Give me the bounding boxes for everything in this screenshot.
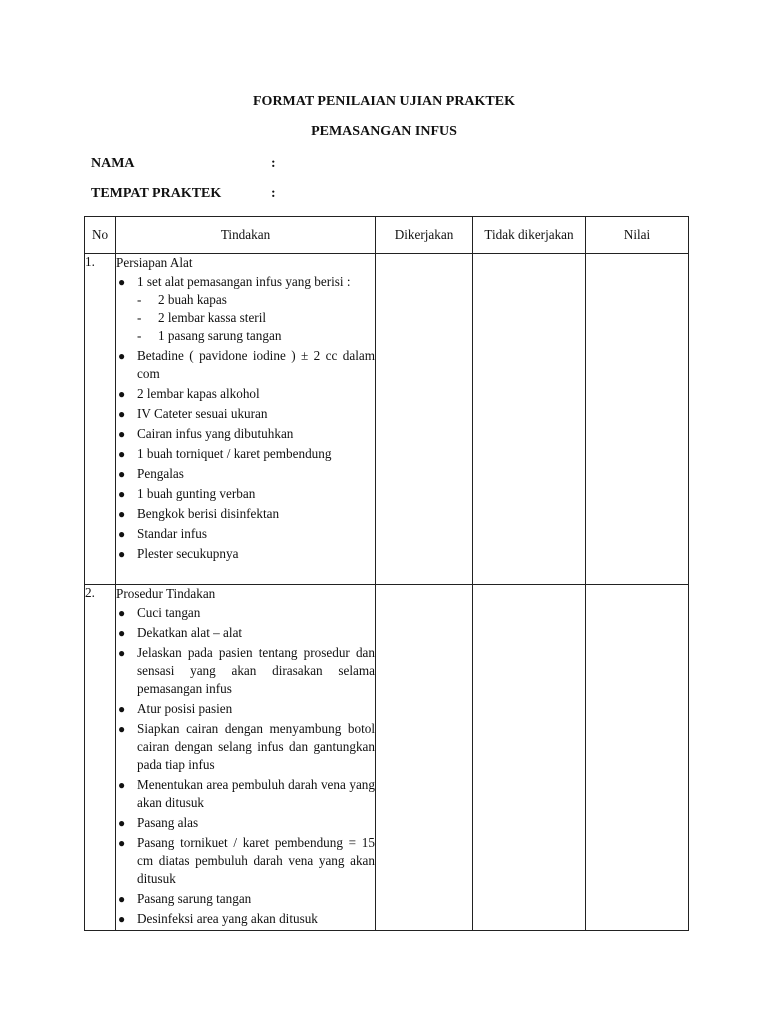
list-item: [116, 545, 375, 563]
bullet-icon: ●: [118, 646, 126, 660]
item-text: 2 lembar kapas alkohol: [137, 386, 260, 401]
section-heading: Persiapan Alat: [116, 255, 193, 270]
tidak-dikerjakan-cell: [473, 585, 586, 931]
sub-list-item: [137, 309, 375, 327]
item-text: Cairan infus yang dibutuhkan: [137, 426, 294, 441]
list-item: [116, 834, 375, 888]
dash-icon: -: [137, 292, 142, 307]
list-item: [116, 273, 375, 345]
document-title: FORMAT PENILAIAN UJIAN PRAKTEK: [253, 94, 515, 109]
document-subtitle: PEMASANGAN INFUS: [311, 124, 457, 139]
dikerjakan-cell: [376, 585, 473, 931]
item-text: IV Cateter sesuai ukuran: [137, 406, 268, 421]
item-text: Bengkok berisi disinfektan: [137, 506, 280, 521]
table-header-row: [85, 217, 689, 254]
row-number: 1.: [85, 254, 116, 585]
item-text: Cuci tangan: [137, 605, 201, 620]
field-nama-label: NAMA: [91, 156, 135, 171]
sub-list: [137, 291, 375, 345]
list-item: [116, 624, 375, 642]
nilai-cell: [586, 585, 689, 931]
item-text: Dekatkan alat – alat: [137, 625, 243, 640]
section-heading: Prosedur Tindakan: [116, 586, 216, 601]
bullet-icon: ●: [118, 387, 126, 401]
list-item: [116, 485, 375, 503]
bullet-icon: ●: [118, 349, 126, 363]
item-text: Desinfeksi area yang akan ditusuk: [137, 911, 318, 926]
bullet-icon: ●: [118, 816, 126, 830]
bullet-icon: ●: [118, 447, 126, 461]
list-item: [116, 776, 375, 812]
bullet-icon: ●: [118, 722, 126, 736]
item-text: 1 set alat pemasangan infus yang berisi :: [137, 274, 351, 289]
header-dikerjakan: Dikerjakan: [376, 217, 473, 254]
table-row: [85, 254, 689, 585]
item-list: [116, 604, 375, 928]
bullet-icon: ●: [118, 467, 126, 481]
header-nilai: Nilai: [586, 217, 689, 254]
dikerjakan-cell: [376, 254, 473, 585]
sub-list-item: [137, 327, 375, 345]
item-text: Pasang alas: [137, 815, 199, 830]
bullet-icon: ●: [118, 407, 126, 421]
dash-icon: -: [137, 328, 142, 343]
bullet-icon: ●: [118, 507, 126, 521]
item-list: [116, 273, 375, 563]
bullet-icon: ●: [118, 547, 126, 561]
tindakan-cell: [116, 254, 376, 585]
bullet-icon: ●: [118, 606, 126, 620]
bullet-icon: ●: [118, 275, 126, 289]
item-text: Standar infus: [137, 526, 207, 541]
field-tempat-praktek-colon: :: [271, 186, 276, 201]
list-item: [116, 525, 375, 543]
list-item: [116, 700, 375, 718]
tidak-dikerjakan-cell: [473, 254, 586, 585]
header-tidak-dikerjakan: Tidak dikerjakan: [473, 217, 586, 254]
row-number: 2.: [85, 585, 116, 931]
header-tindakan: Tindakan: [116, 217, 376, 254]
bullet-icon: ●: [118, 912, 126, 926]
list-item: [116, 814, 375, 832]
item-text: 1 buah gunting verban: [137, 486, 256, 501]
item-text: Jelaskan pada pasien tentang prosedur dan sensasi yang akan dirasakan selama pemasangan infus: [137, 645, 375, 696]
item-text: 1 buah torniquet / karet pembendung: [137, 446, 332, 461]
list-item: [116, 465, 375, 483]
sub-list-item: [137, 291, 375, 309]
sub-item-text: 2 buah kapas: [158, 292, 227, 307]
list-item: [116, 385, 375, 403]
bullet-icon: ●: [118, 892, 126, 906]
bullet-icon: ●: [118, 487, 126, 501]
list-item: [116, 910, 375, 928]
item-text: Pasang sarung tangan: [137, 891, 252, 906]
item-text: Plester secukupnya: [137, 546, 239, 561]
list-item: [116, 604, 375, 622]
sub-item-text: 1 pasang sarung tangan: [158, 328, 282, 343]
list-item: [116, 425, 375, 443]
bullet-icon: ●: [118, 778, 126, 792]
list-item: [116, 890, 375, 908]
list-item: [116, 720, 375, 774]
field-nama: [91, 156, 276, 172]
bullet-icon: ●: [118, 836, 126, 850]
item-text: Pasang tornikuet / karet pembendung = 15 cm diatas pembuluh darah vena yang akan ditusuk: [137, 835, 375, 886]
item-text: Atur posisi pasien: [137, 701, 233, 716]
bullet-icon: ●: [118, 527, 126, 541]
bullet-icon: ●: [118, 702, 126, 716]
header-no: No: [85, 217, 116, 254]
item-text: Pengalas: [137, 466, 184, 481]
field-nama-colon: :: [271, 156, 276, 171]
nilai-cell: [586, 254, 689, 585]
list-item: [116, 644, 375, 698]
list-item: [116, 505, 375, 523]
list-item: [116, 445, 375, 463]
assessment-table: [84, 216, 689, 931]
tindakan-cell: [116, 585, 376, 931]
item-text: Menentukan area pembuluh darah vena yang akan ditusuk: [137, 777, 375, 810]
bullet-icon: ●: [118, 626, 126, 640]
dash-icon: -: [137, 310, 142, 325]
sub-item-text: 2 lembar kassa steril: [158, 310, 267, 325]
field-tempat-praktek: [91, 186, 276, 202]
item-text: Siapkan cairan dengan menyambung botol cairan dengan selang infus dan gantungkan pada tiap infus: [137, 721, 375, 772]
list-item: [116, 347, 375, 383]
field-tempat-praktek-label: TEMPAT PRAKTEK: [91, 186, 222, 201]
item-text: Betadine ( pavidone iodine ) ± 2 cc dalam com: [137, 348, 375, 381]
table-row: [85, 585, 689, 931]
list-item: [116, 405, 375, 423]
bullet-icon: ●: [118, 427, 126, 441]
